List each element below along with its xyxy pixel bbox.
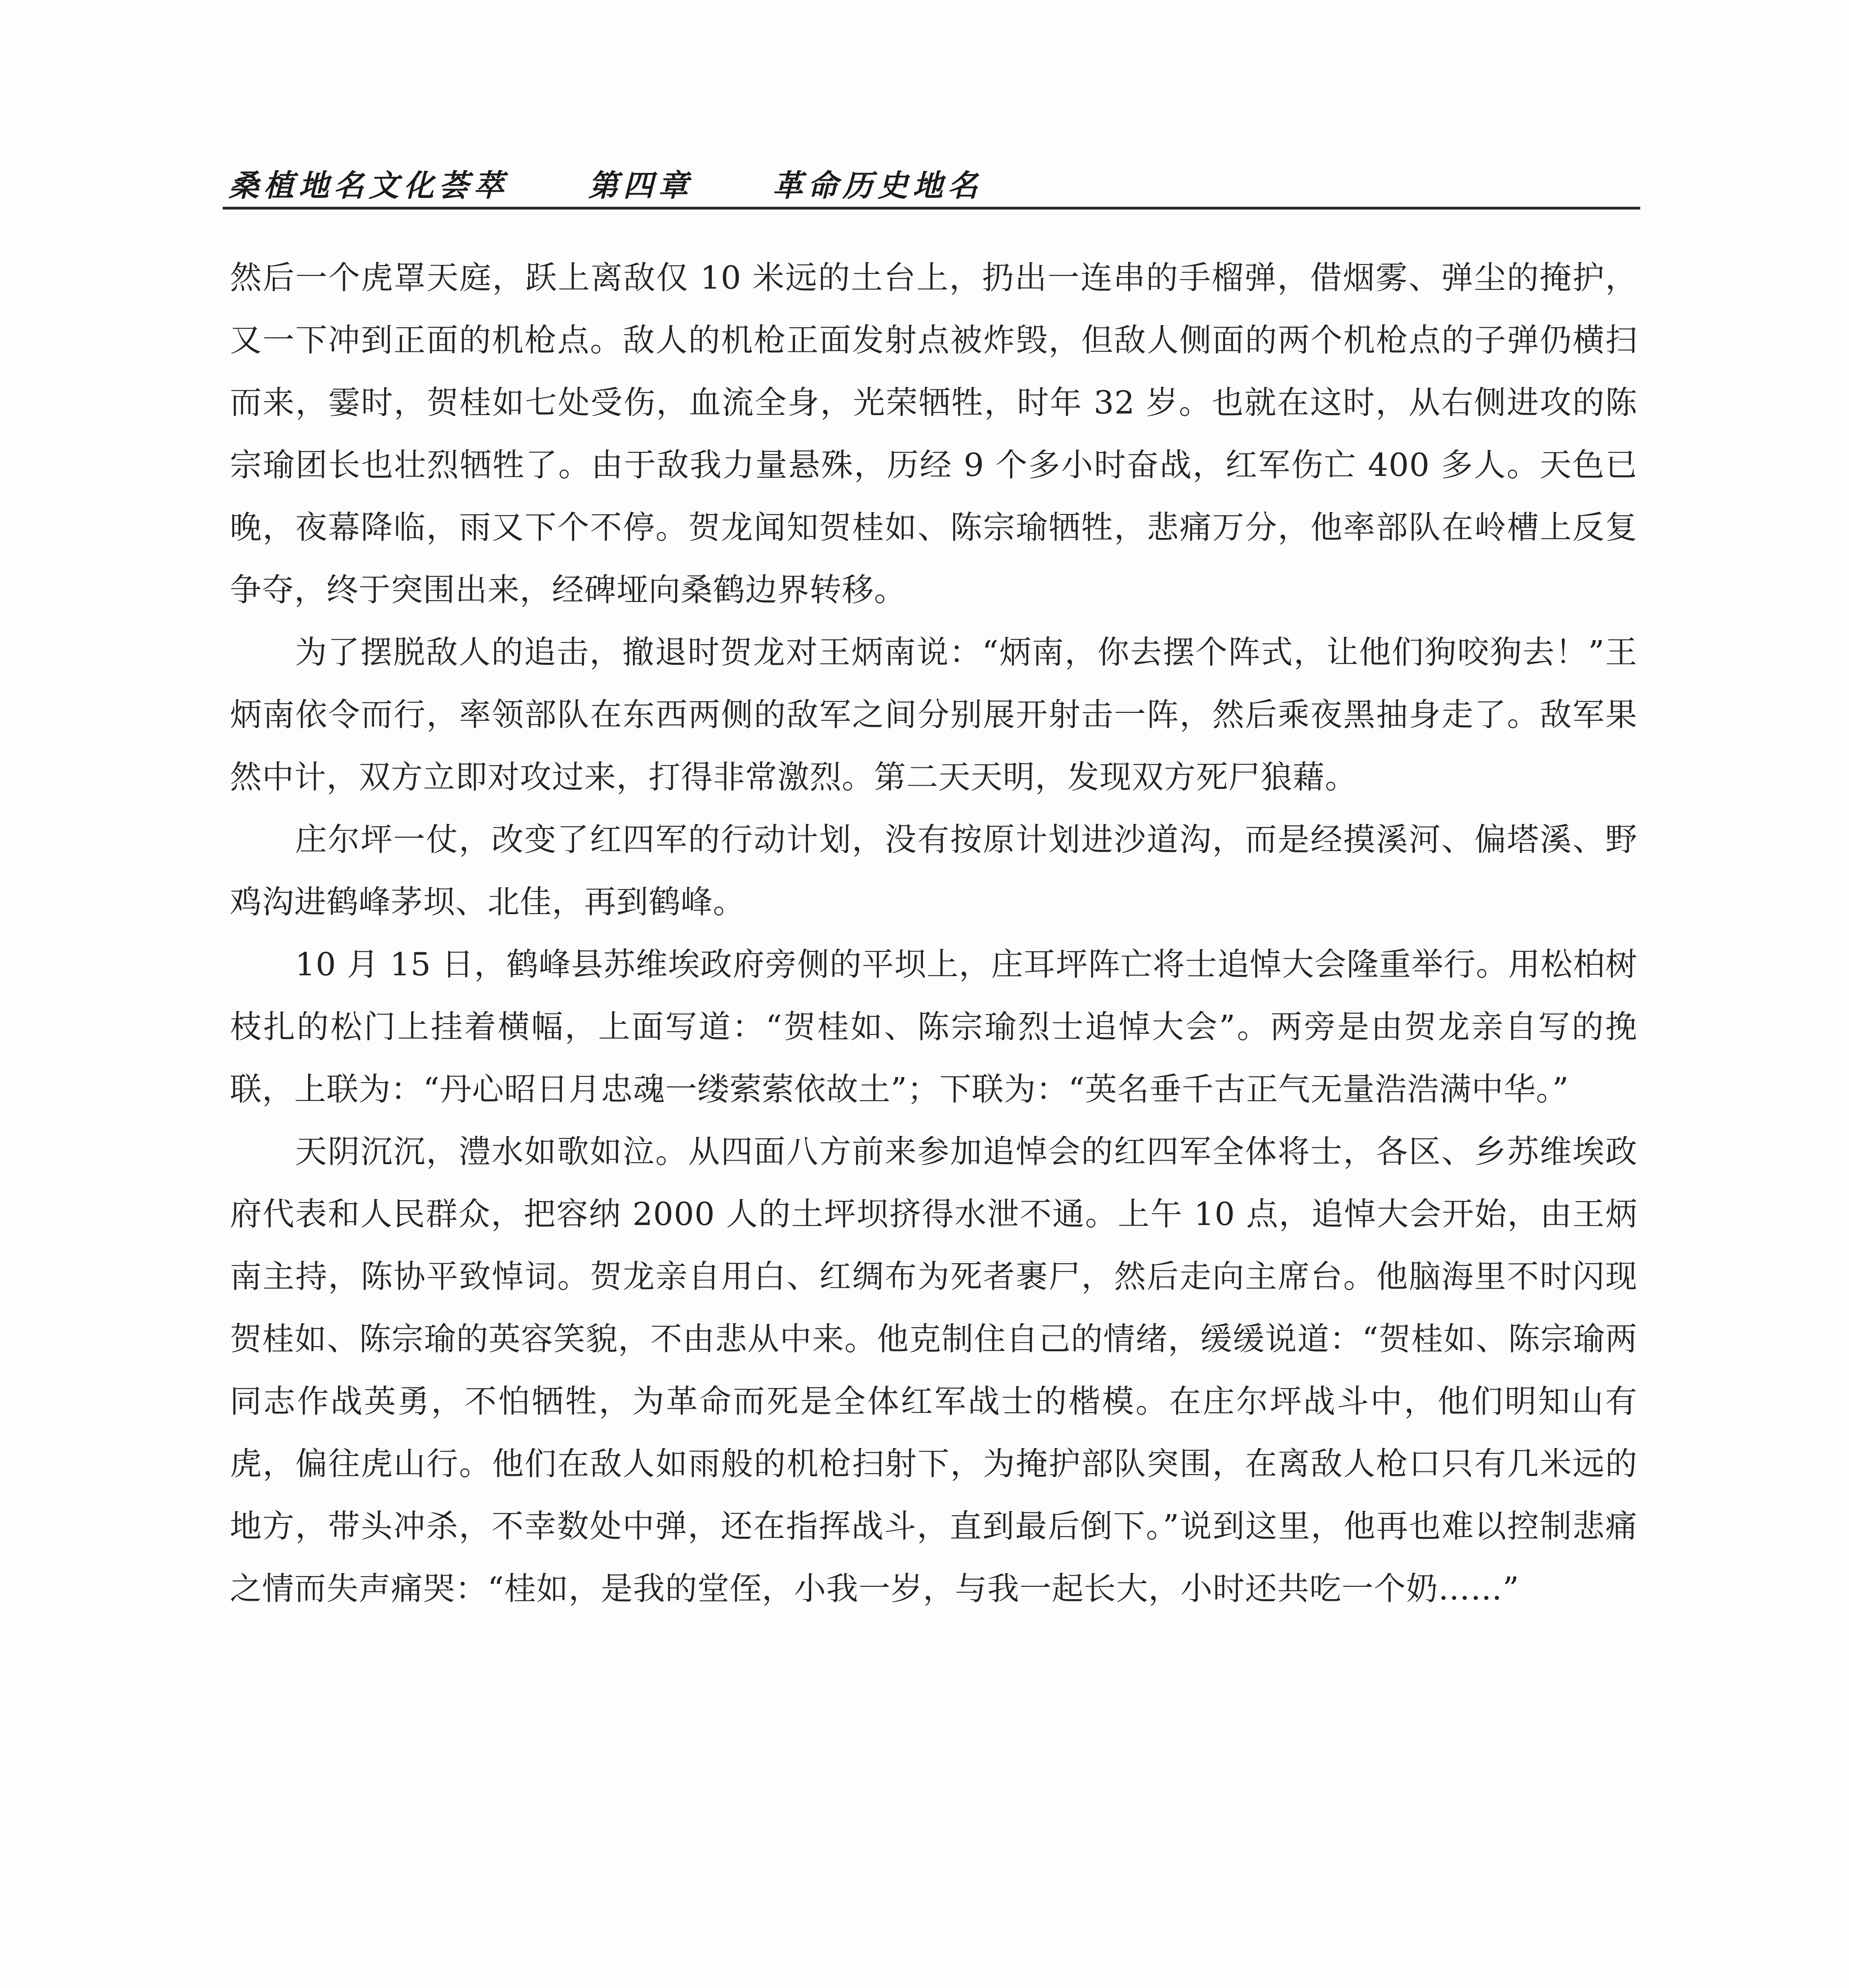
header-book-title: 桑植地名文化荟萃 [229, 168, 509, 203]
header-section-title: 革命历史地名 [773, 168, 983, 203]
paragraph: 为了摆脱敌人的追击，撤退时贺龙对王炳南说：“炳南，你去摆个阵式，让他们狗咬狗去！”王炳南依令而行，率领部队在东西两侧的敌军之间分别展开射击一阵，然后乘夜黑抽身走了。敌军果然中计，双方立即对攻过来，打得非常激烈。第二天天明，发现双方死尸狼藉。 [230, 634, 1637, 796]
body-text [230, 247, 1637, 1620]
header-divider [223, 207, 1640, 210]
paragraph: 10 月 15 日，鹤峰县苏维埃政府旁侧的平坝上，庄耳坪阵亡将士追悼大会隆重举行。用松柏树枝扎的松门上挂着横幅，上面写道：“贺桂如、陈宗瑜烈士追悼大会”。两旁是由贺龙亲自写的挽联，上联为：“丹心昭日月忠魂一缕萦萦依故土”；下联为：“英名垂千古正气无量浩浩满中华。” [230, 946, 1637, 1108]
paragraph: 庄尔坪一仗，改变了红四军的行动计划，没有按原计划进沙道沟，而是经摸溪河、偏塔溪、野鸡沟进鹤峰茅坝、北佳，再到鹤峰。 [230, 821, 1637, 920]
running-header [229, 145, 1640, 205]
paragraph: 天阴沉沉，澧水如歌如泣。从四面八方前来参加追悼会的红四军全体将士，各区、乡苏维埃政府代表和人民群众，把容纳 2000 人的土坪坝挤得水泄不通。上午 10 点，追悼大会开始，由王炳南主持，陈协平致悼词。贺龙亲自用白、红绸布为死者裹尸，然后走向主席台。他脑海里不时闪现贺桂如、陈宗瑜的英容笑貌，不由悲从中来。他克制住自己的情绪，缓缓说道：“贺桂如、陈宗瑜两同志作战英勇，不怕牺牲，为革命而死是全体红军战士的楷模。在庄尔坪战斗中，他们明知山有虎，偏往虎山行。他们在敌人如雨般的机枪扫射下，为掩护部队突围，在离敌人枪口只有几米远的地方，带头冲杀，不幸数处中弹，还在指挥战斗，直到最后倒下。”说到这里，他再也难以控制悲痛之情而失声痛哭：“桂如，是我的堂侄，小我一岁，与我一起长大，小时还共吃一个奶……” [230, 1133, 1637, 1607]
paragraph-continued: 然后一个虎罩天庭，跃上离敌仅 10 米远的土台上，扔出一连串的手榴弹，借烟雾、弹尘的掩护，又一下冲到正面的机枪点。敌人的机枪正面发射点被炸毁，但敌人侧面的两个机枪点的子弹仍横扫而来，霎时，贺桂如七处受伤，血流全身，光荣牺牲，时年 32 岁。也就在这时，从右侧进攻的陈宗瑜团长也壮烈牺牲了。由于敌我力量悬殊，历经 9 个多小时奋战，红军伤亡 400 多人。天色已晚，夜幕降临，雨又下个不停。贺龙闻知贺桂如、陈宗瑜牺牲，悲痛万分，他率部队在岭槽上反复争夺，终于突围出来，经碑垭向桑鹤边界转移。 [230, 259, 1637, 608]
header-chapter: 第四章 [588, 168, 693, 203]
